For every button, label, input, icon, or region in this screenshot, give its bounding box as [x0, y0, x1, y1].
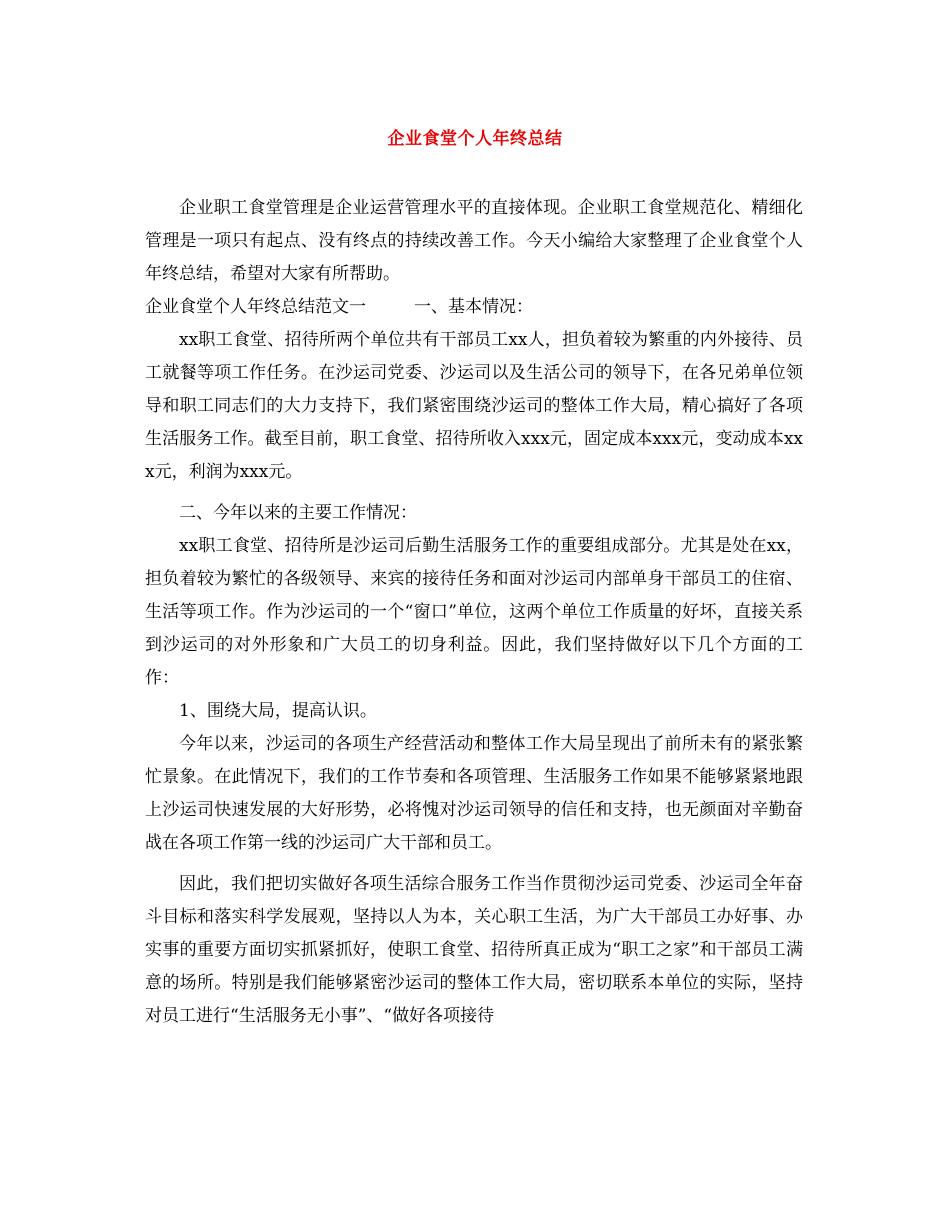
basic-situation-paragraph: xx职工食堂、招待所两个单位共有干部员工xx人，担负着较为繁重的内外接待、员工就餐等项工作任务。在沙运司党委、沙运司以及生活公司的领导下，在各兄弟单位领导和职工同志们的大力支持下，我们紧密围绕沙运司的整体工作大局，精心搞好了各项生活服务工作。截至目前，职工食堂、招待所收入xxx元，固定成本xxx元，变动成本xxx元，利润为xxx元。 [145, 330, 803, 482]
paragraph-therefore: 因此，我们把切实做好各项生活综合服务工作当作贯彻沙运司党委、沙运司全年奋斗目标和落实科学发展观，坚持以人为本，关心职工生活，为广大干部员工办好事、办实事的重要方面切实抓紧抓好，使职工食堂、招待所真正成为“职工之家”和干部员工满意的场所。特别是我们能够紧密沙运司的整体工作大局，密切联系本单位的实际，坚持对员工进行“生活服务无小事”、“做好各项接待 [145, 874, 803, 1026]
section-line [145, 291, 803, 324]
section-heading-basic: 一、基本情况： [414, 297, 533, 317]
paragraph-this-year: 今年以来，沙运司的各项生产经营活动和整体工作大局呈现出了前所未有的紧张繁忙景象。在此情况下，我们的工作节奏和各项管理、生活服务工作如果不能够紧紧地跟上沙运司快速发展的大好形势，必将愧对沙运司领导的信任和支持，也无颜面对辛勤奋战在各项工作第一线的沙运司广大干部和员工。 [145, 734, 803, 853]
document-body [145, 192, 803, 1033]
main-work-paragraph: xx职工食堂、招待所是沙运司后勤生活服务工作的重要组成部分。尤其是处在xx，担负着较为繁忙的各级领导、来宾的接待任务和面对沙运司内部单身干部员工的住宿、生活等项工作。作为沙运司的一个“窗口”单位，这两个单位工作质量的好坏，直接关系到沙运司的对外形象和广大员工的切身利益。因此，我们坚持做好以下几个方面的工作： [145, 536, 803, 688]
section-heading-main-work: 二、今年以来的主要工作情况： [179, 503, 417, 523]
sample-heading: 企业食堂个人年终总结范文一 [145, 297, 366, 317]
subheading-1: 1、围绕大局，提高认识。 [179, 701, 377, 721]
intro-paragraph: 企业职工食堂管理是企业运营管理水平的直接体现。企业职工食堂规范化、精细化管理是一项只有起点、没有终点的持续改善工作。今天小编给大家整理了企业食堂个人年终总结，希望对大家有所帮助。 [145, 198, 803, 284]
document-title: 企业食堂个人年终总结 [387, 129, 563, 149]
